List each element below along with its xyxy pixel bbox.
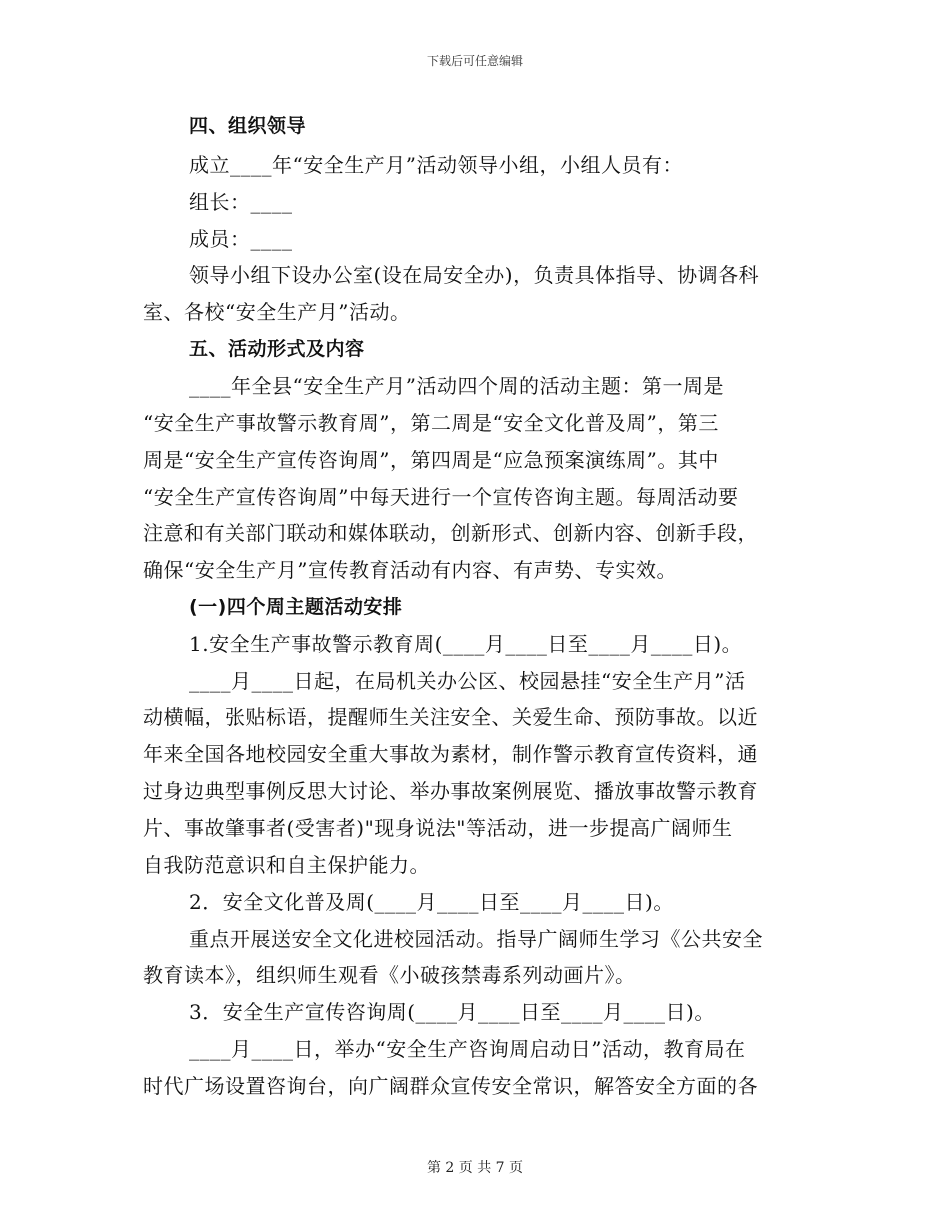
paragraph-line: 自我防范意识和自主保护能力。: [143, 853, 430, 877]
paragraph-line: 确保“安全生产月”宣传教育活动有内容、有声势、专实效。: [143, 558, 677, 582]
section-heading-activities: 五、活动形式及内容: [189, 338, 365, 360]
section-heading-organization: 四、组织领导: [189, 115, 307, 137]
paragraph-line: ____年全县“安全生产月”活动四个周的活动主题：第一周是: [189, 374, 724, 398]
paragraph-line: 成立____年“安全生产月”活动领导小组，小组人员有：: [189, 153, 683, 177]
paragraph-line: “安全生产宣传咨询周”中每天进行一个宣传咨询主题。每周活动要: [143, 485, 739, 509]
paragraph-line: 室、各校“安全生产月”活动。: [143, 300, 411, 324]
paragraph-line: ____月____日起，在局机关办公区、校园悬挂“安全生产月”活: [189, 669, 746, 693]
page-number: 第 2 页 共 7 页: [426, 1160, 524, 1176]
paragraph-line: 周是“安全生产宣传咨询周”，第四周是“应急预案演练周”。其中: [143, 448, 719, 472]
paragraph-line: 2．安全文化普及周(____月____日至____月____日)。: [189, 890, 674, 914]
header-note: 下载后可任意编辑: [426, 54, 523, 68]
subsection-heading: (一)四个周主题活动安排: [189, 596, 403, 618]
paragraph-line: 动横幅，张贴标语，提醒师生关注安全、关爱生命、预防事故。以近: [143, 705, 758, 729]
paragraph-line: 组长：____: [189, 190, 293, 214]
paragraph-line: 年来全国各地校园安全重大事故为素材，制作警示教育宣传资料，通: [143, 742, 758, 766]
paragraph-line: ____月____日，举办“安全生产咨询周启动日”活动，教育局在: [189, 1037, 746, 1061]
paragraph-line: 注意和有关部门联动和媒体联动，创新形式、创新内容、创新手段，: [143, 521, 758, 545]
paragraph-line: 教育读本》，组织师生观看《小破孩禁毒系列动画片》。: [143, 963, 636, 987]
paragraph-line: 领导小组下设办公室(设在局安全办)，负责具体指导、协调各科: [189, 263, 760, 287]
paragraph-line: 3．安全生产宣传咨询周(____月____日至____月____日)。: [189, 1000, 715, 1024]
paragraph-line: 1.安全生产事故警示教育周(____月____日至____月____日)。: [189, 632, 743, 656]
paragraph-line: 片、事故肇事者(受害者)"现身说法"等活动，进一步提高广阔师生: [143, 816, 733, 840]
paragraph-line: 过身边典型事例反思大讨论、举办事故案例展览、播放事故警示教育: [143, 779, 758, 803]
paragraph-line: “安全生产事故警示教育周”，第二周是“安全文化普及周”，第三: [143, 411, 719, 435]
paragraph-line: 时代广场设置咨询台，向广阔群众宣传安全常识，解答安全方面的各: [143, 1074, 758, 1098]
paragraph-line: 成员：____: [189, 227, 293, 251]
paragraph-line: 重点开展送安全文化进校园活动。指导广阔师生学习《公共安全: [189, 927, 763, 951]
